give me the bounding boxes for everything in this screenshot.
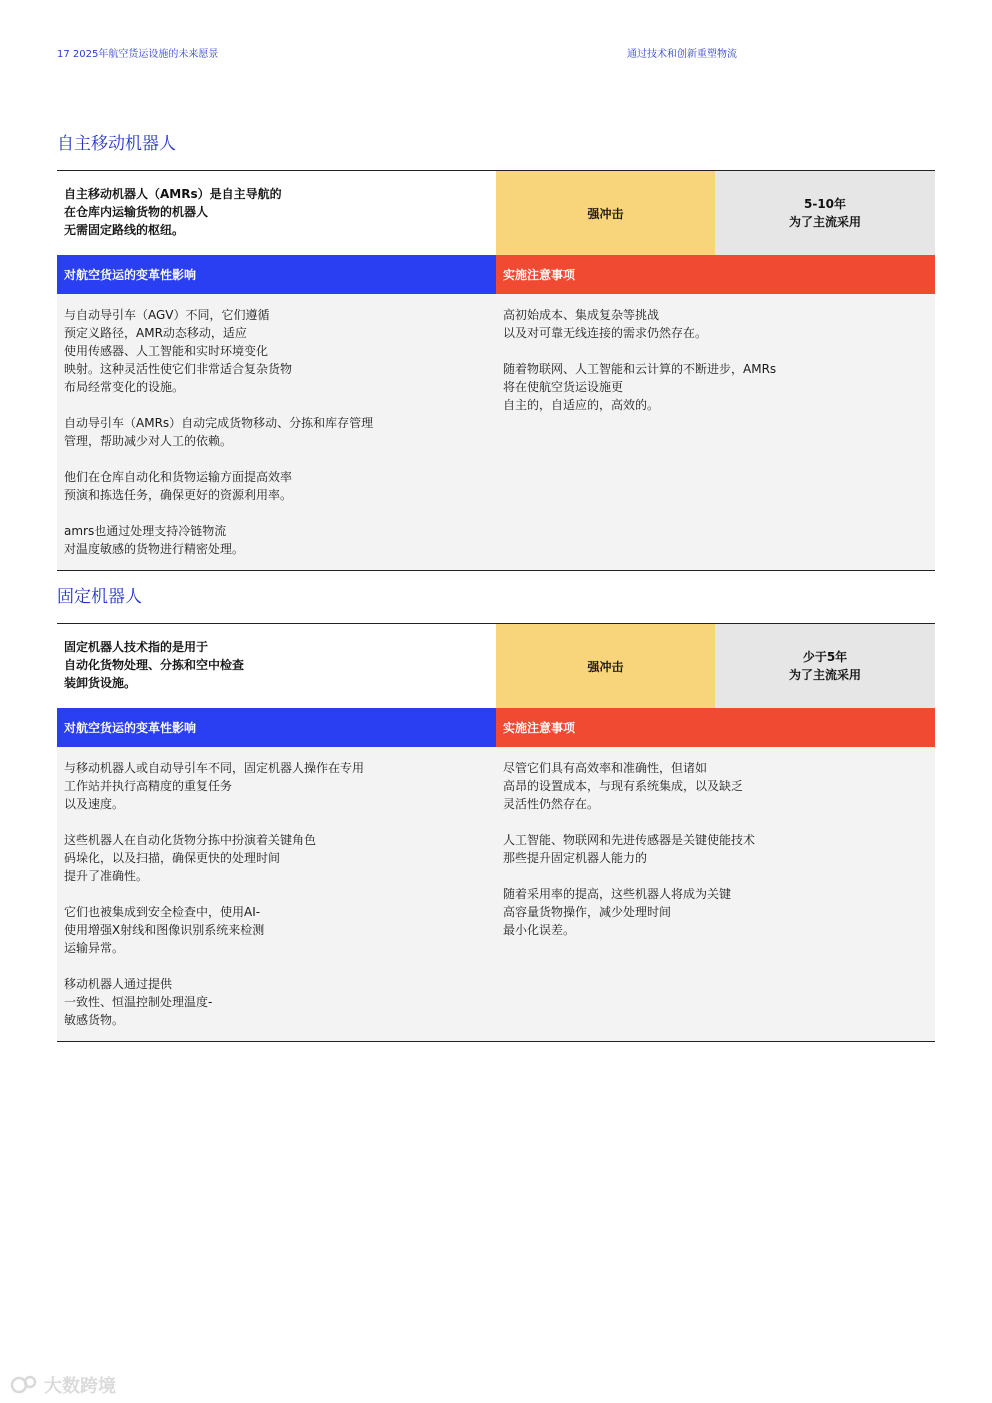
timeline-cell <box>715 171 935 255</box>
consideration-paragraph: 随着采用率的提高，这些机器人将成为关键 高容量货物操作，减少处理时间 最小化误差。 <box>503 887 732 937</box>
impact-paragraph: 这些机器人在自动化货物分拣中扮演着关键角色 码垛化，以及扫描，确保更快的处理时间 提升了准确性。 <box>64 833 317 883</box>
section-fixed-robots <box>57 583 935 1042</box>
watermark-text: 大数跨境 <box>44 1376 116 1397</box>
content-row <box>57 294 935 570</box>
impact-column <box>57 294 496 570</box>
watermark-logo-icon <box>10 1374 40 1396</box>
definition-cell <box>57 171 496 255</box>
impact-level-cell <box>496 171 715 255</box>
divider <box>57 1041 935 1042</box>
timeline-caption: 为了主流采用 <box>788 215 861 229</box>
definition-line: 装卸货设施。 <box>64 676 137 690</box>
impact-level-label: 强冲击 <box>587 659 624 674</box>
section-title: 固定机器人 <box>57 587 142 607</box>
content-row <box>57 747 935 1041</box>
header-band <box>57 255 935 294</box>
header-band <box>57 708 935 747</box>
impact-paragraph: amrs也通过处理支持冷链物流 对温度敏感的货物进行精密处理。 <box>64 524 245 556</box>
definition-cell <box>57 624 496 708</box>
divider <box>57 570 935 571</box>
impact-paragraph: 他们在仓库自动化和货物运输方面提高效率 预演和拣选任务，确保更好的资源利用率。 <box>64 470 293 502</box>
definition-line: 在仓库内运输货物的机器人 <box>64 205 209 219</box>
impact-level-cell <box>496 624 715 708</box>
impact-level-label: 强冲击 <box>587 206 624 221</box>
consideration-paragraph: 尽管它们具有高效率和准确性，但诸如 高昂的设置成本，与现有系统集成，以及缺乏 灵活性仍然存在。 <box>503 761 744 811</box>
impact-paragraph: 与自动导引车（AGV）不同，它们遵循 预定义路径，AMR动态移动，适应 使用传感器、人工智能和实时环境变化 映射。这种灵活性使它们非常适合复杂货物 布局经常变化的设施。 <box>64 308 293 394</box>
header-right-text: 通过技术和创新重塑物流 <box>627 49 737 60</box>
section-amr <box>57 130 935 571</box>
impact-paragraph: 与移动机器人或自动导引车不同，固定机器人操作在专用 工作站并执行高精度的重复任务 以及速度。 <box>64 761 365 811</box>
watermark <box>10 1372 116 1398</box>
definition-line: 无需固定路线的枢纽。 <box>64 223 185 237</box>
timeline-value: 5-10年 <box>803 197 847 211</box>
considerations-header: 实施注意事项 <box>496 255 935 294</box>
summary-row <box>57 171 935 255</box>
timeline-value: 少于5年 <box>802 650 848 664</box>
timeline-cell <box>715 624 935 708</box>
considerations-header: 实施注意事项 <box>496 708 935 747</box>
definition-line: 自主移动机器人（AMRs）是自主导航的 <box>64 187 282 201</box>
impact-paragraph: 它们也被集成到安全检查中，使用AI- 使用增强X射线和图像识别系统来检测 运输异常。 <box>64 905 265 955</box>
consideration-paragraph: 人工智能、物联网和先进传感器是关键使能技术 那些提升固定机器人能力的 <box>503 833 756 865</box>
impact-paragraph: 移动机器人通过提供 一致性、恒温控制处理温度- 敏感货物。 <box>64 977 213 1027</box>
header-left-text: 17 2025年航空货运设施的未来愿景 <box>57 49 219 60</box>
considerations-column <box>496 294 935 570</box>
impact-header: 对航空货运的变革性影响 <box>57 255 496 294</box>
definition-line: 自动化货物处理、分拣和空中检查 <box>64 658 245 672</box>
impact-header: 对航空货运的变革性影响 <box>57 708 496 747</box>
timeline-caption: 为了主流采用 <box>788 668 861 682</box>
impact-paragraph: 自动导引车（AMRs）自动完成货物移动、分拣和库存管理 管理，帮助减少对人工的依赖。 <box>64 416 374 448</box>
consideration-paragraph: 随着物联网、人工智能和云计算的不断进步，AMRs 将在使航空货运设施更 自主的，自适应的，高效的。 <box>503 362 777 412</box>
impact-column <box>57 747 496 1041</box>
summary-row <box>57 624 935 708</box>
consideration-paragraph: 高初始成本、集成复杂等挑战 以及对可靠无线连接的需求仍然存在。 <box>503 308 708 340</box>
definition-line: 固定机器人技术指的是用于 <box>64 640 209 654</box>
considerations-column <box>496 747 935 1041</box>
section-title: 自主移动机器人 <box>57 134 176 154</box>
page-header <box>57 45 935 61</box>
